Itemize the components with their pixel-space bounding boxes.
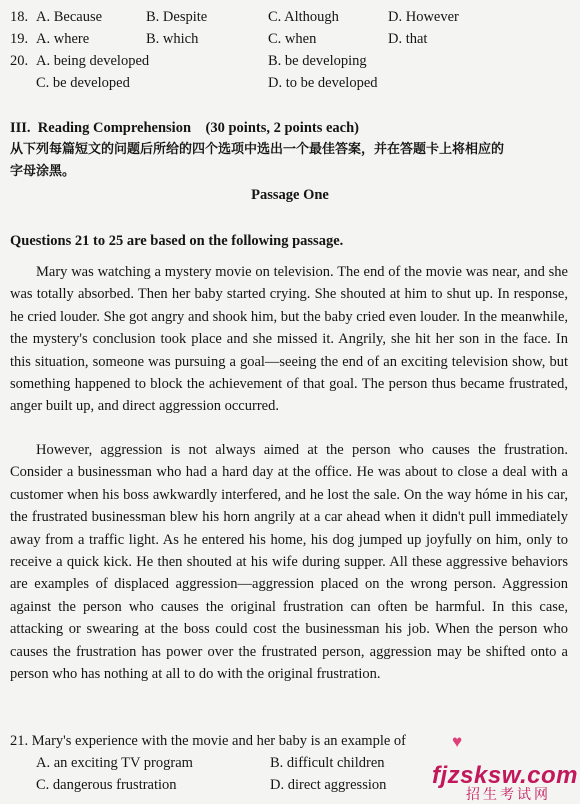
questions-intro: Questions 21 to 25 are based on the following passage. xyxy=(10,233,344,249)
question-21-option-d: D. direct aggression xyxy=(270,777,387,793)
q18-option-b: B. Despite xyxy=(146,9,208,25)
question-21-option-b: B. difficult children xyxy=(270,755,385,771)
q20-option-c: C. be developed xyxy=(36,75,130,91)
question-21-option-a: A. an exciting TV program xyxy=(36,755,193,771)
q19-option-b: B. which xyxy=(146,31,199,47)
site-watermark xyxy=(432,732,580,803)
q18-option-d: D. However xyxy=(388,9,459,25)
q20-number: 20. xyxy=(10,53,29,69)
q18-option-a: A. Because xyxy=(36,9,103,25)
q20-option-d: D. to be developed xyxy=(268,75,378,91)
q19-option-a: A. where xyxy=(36,31,90,47)
heart-icon: ♥ xyxy=(452,732,463,751)
section-heading: III. Reading Comprehension (30 points, 2 points each) xyxy=(10,120,359,136)
question-21-option-c: C. dangerous frustration xyxy=(36,777,177,793)
passage-paragraph-2 xyxy=(10,439,568,685)
watermark-subtitle: 招生考试网 xyxy=(466,787,551,803)
passage-paragraph-1 xyxy=(10,261,568,418)
q20-option-a: A. being developed xyxy=(36,53,150,69)
passage-title: Passage One xyxy=(251,187,329,203)
q18-number: 18. xyxy=(10,9,29,25)
question-21-stem: 21. Mary's experience with the movie and her baby is an example of xyxy=(10,733,406,749)
section-instruction-line2: 字母涂黑。 xyxy=(10,164,76,179)
q19-option-d: D. that xyxy=(388,31,428,47)
q18-option-c: C. Although xyxy=(268,9,339,25)
section-instruction-line1: 从下列每篇短文的问题后所给的四个选项中选出一个最佳答案，并在答题卡上将相应的 xyxy=(10,142,505,157)
watermark-url: fjzsksw.com xyxy=(432,762,578,789)
passage-paragraph-2-text: However, aggression is not always aimed at the person who causes the frustration. Consider a businessman who had a hard day at the office. He was about to close a deal with a customer when his boss awkwardly interfered, and he lost the sale. On the way hóme in his car, the frustrated businessman blew his horn angrily at a car ahead when it didn't pull immediately away from a traffic light. As he entered his home, his dog jumped up joyfully on him, only to receive a quick kick. He then shouted at his wife during supper. All these aggressive behaviors are examples of displaced aggression—aggression placed on the wrong person. Aggression against the person who causes the original frustration can often be harmful. In this case, attacking or swearing at the boss could cost the businessman his job. When the person who causes the frustration has power over the frustrated person, aggression may be shifted onto a person who has nothing at all to do with the original frustration. xyxy=(10,442,568,683)
passage-paragraph-1-text: Mary was watching a mystery movie on television. The end of the movie was near, and she was totally absorbed. Then her baby started crying. She shouted at him to shut up. In response, he cried louder. She got angry and shook him, but the baby cried even louder. In the meanwhile, the mystery's conclusion took place and she missed it. Angrily, she hit her son in the face. In this situation, someone was pursuing a goal—seeing the end of an exciting television show, but something happened to block the achievement of that goal. The person thus became frustrated, anger built up, and direct aggression occurred. xyxy=(10,264,568,415)
q19-option-c: C. when xyxy=(268,31,317,47)
q20-option-b: B. be developing xyxy=(268,53,367,69)
q19-number: 19. xyxy=(10,31,29,47)
